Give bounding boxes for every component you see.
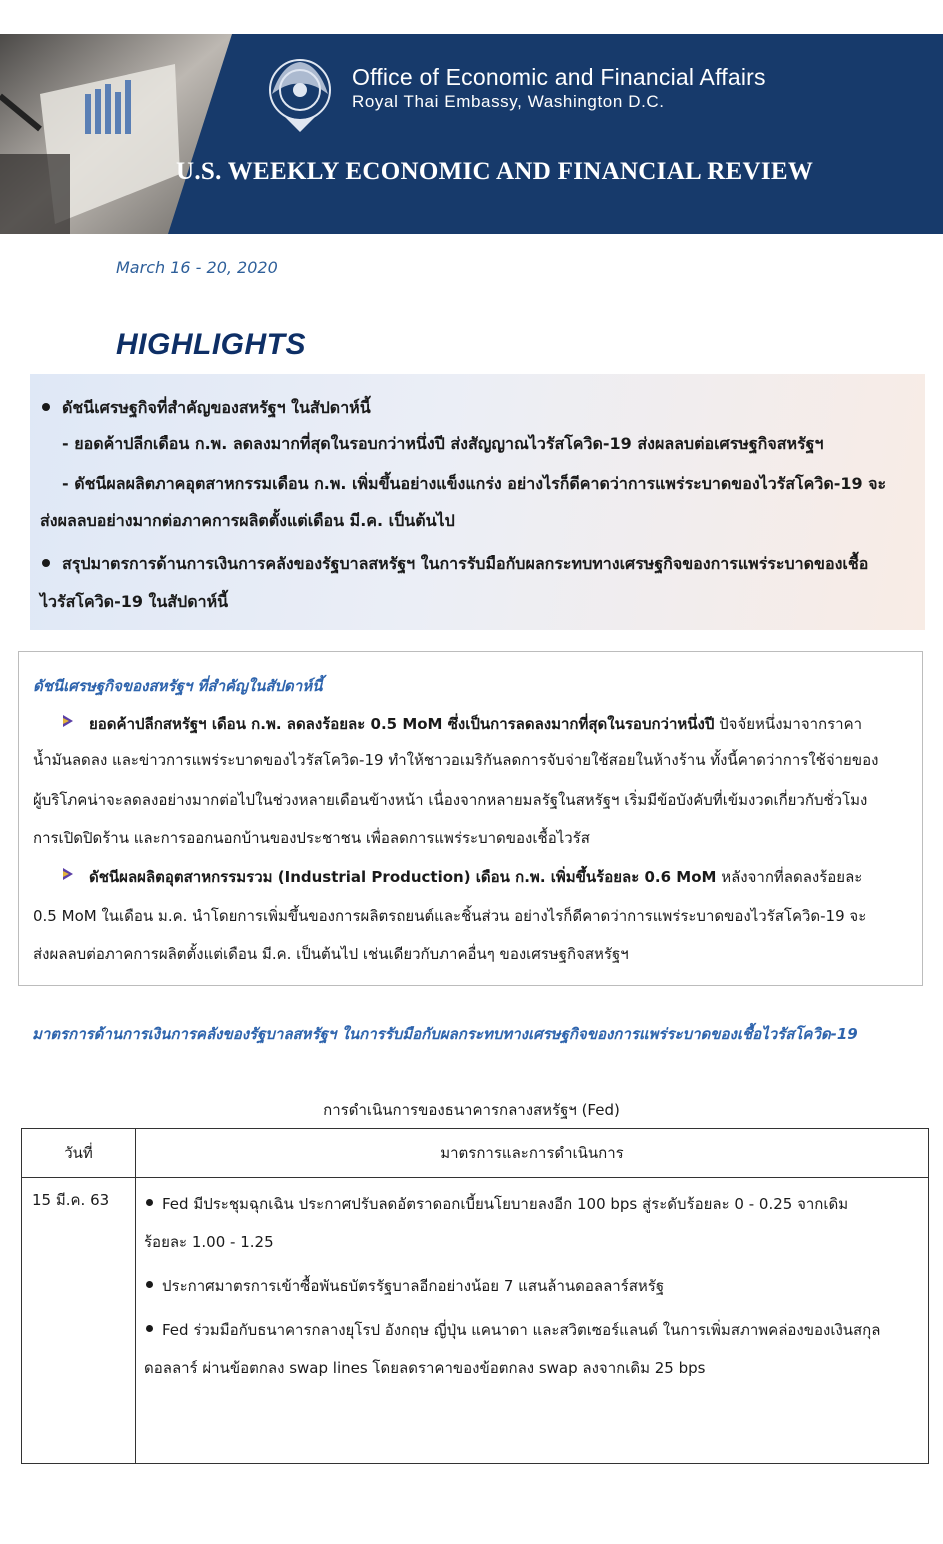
table-header-row [22,1129,929,1178]
highlight-subitem: - ดัชนีผลผลิตภาคอุตสาหกรรมเดือน ก.พ. เพิ่มขึ้นอย่างแข็งแกร่ง อย่างไรก็ดีคาดว่าการแพร่ระบาดของไวรัสโควิด-19 จะ [62,474,887,493]
column-header-date: วันที่ [22,1129,136,1178]
office-title: Office of Economic and Financial Affairs [352,64,766,90]
indicators-box [18,651,923,986]
measure-item: Fed ร่วมมือกับธนาคารกลางยุโรป อังกฤษ ญี่ปุ่น แคนาดา และสวิตเซอร์แลนด์ ในการเพิ่มสภาพคล่องของเงินสกุล [146,1318,880,1342]
bullet-icon [146,1199,153,1206]
industrial-production-lead: ดัชนีผลผลิตอุตสาหกรรมรวม (Industrial Production) เดือน ก.พ. เพิ่มขึ้นร้อยละ 0.6 MoM หลังจากที่ลดลงร้อยละ [89,868,863,886]
table-row [22,1178,929,1464]
retail-sales-text: น้ำมันลดลง และข่าวการแพร่ระบาดของไวรัสโควิด-19 ทำให้ชาวอเมริกันลดการจับจ่ายใช้สอยในห้างร้าน ทั้งนี้คาดว่าการใช้จ่ายของ [33,751,879,769]
highlight-subitem: ส่งผลลบอย่างมากต่อภาคการผลิตตั้งแต่เดือน มี.ค. เป็นต้นไป [40,511,455,530]
header-banner [0,34,943,234]
highlight-subitem: - ยอดค้าปลีกเดือน ก.พ. ลดลงมากที่สุดในรอบกว่าหนึ่งปี ส่งสัญญาณไวรัสโควิด-19 ส่งผลลบต่อเศรษฐกิจสหรัฐฯ [62,434,824,453]
indicators-heading: ดัชนีเศรษฐกิจของสหรัฐฯ ที่สำคัญในสัปดาห์นี้ [33,677,323,695]
measure-item-cont: ร้อยละ 1.00 - 1.25 [144,1233,274,1251]
row-measures [136,1178,929,1464]
office-subtitle: Royal Thai Embassy, Washington D.C. [352,92,665,111]
bullet-icon [146,1325,153,1332]
bullet-icon [146,1281,153,1288]
fed-actions-table [21,1128,929,1464]
industrial-production-text: 0.5 MoM ในเดือน ม.ค. นำโดยการเพิ่มขึ้นของการผลิตรถยนต์และชิ้นส่วน อย่างไรก็ดีคาดว่าการแพร่ระบาดของไวรัสโควิด-19 จะ [33,907,867,925]
column-header-measures: มาตรการและการดำเนินการ [136,1129,929,1178]
bullet-icon [42,403,50,411]
highlight-item: สรุปมาตรการด้านการเงินการคลังของรัฐบาลสหรัฐฯ ในการรับมือกับผลกระทบทางเศรษฐกิจของการแพร่ระบาดของเชื้อ [42,552,868,577]
highlight-item: ดัชนีเศรษฐกิจที่สำคัญของสหรัฐฯ ในสัปดาห์นี้ [42,396,371,421]
highlights-box [30,374,925,630]
date-range: March 16 - 20, 2020 [116,258,278,277]
garuda-emblem-icon [262,54,338,136]
arrow-bullet-icon [61,867,75,881]
measure-item-cont: ดอลลาร์ ผ่านข้อตกลง swap lines โดยลดราคาของข้อตกลง swap ลงจากเดิม 25 bps [144,1359,706,1377]
measures-heading: มาตรการด้านการเงินการคลังของรัฐบาลสหรัฐฯ ในการรับมือกับผลกระทบทางเศรษฐกิจของการแพร่ระบาดของเชื้อไวรัสโควิด-19 [32,1025,858,1043]
measure-item: Fed มีประชุมฉุกเฉิน ประกาศปรับลดอัตราดอกเบี้ยนโยบายลงอีก 100 bps สู่ระดับร้อยละ 0 - 0.25 จากเดิม [146,1192,848,1216]
bullet-icon [42,559,50,567]
fed-table-caption: การดำเนินการของธนาคารกลางสหรัฐฯ (Fed) [323,1101,620,1119]
review-title: U.S. WEEKLY ECONOMIC AND FINANCIAL REVIEW [176,158,814,185]
highlight-item-cont: ไวรัสโควิด-19 ในสัปดาห์นี้ [40,592,229,611]
retail-sales-lead: ยอดค้าปลีกสหรัฐฯ เดือน ก.พ. ลดลงร้อยละ 0.5 MoM ซึ่งเป็นการลดลงมากที่สุดในรอบกว่าหนึ่งปี ปัจจัยหนึ่งมาจากราคา [89,715,863,733]
arrow-bullet-icon [61,714,75,728]
retail-sales-text: ผู้บริโภคน่าจะลดลงอย่างมากต่อไปในช่วงหลายเดือนข้างหน้า เนื่องจากหลายมลรัฐในสหรัฐฯ เริ่มมีข้อบังคับที่เข้มงวดเกี่ยวกับชั่วโมง [33,791,868,809]
retail-sales-text: การเปิดปิดร้าน และการออกนอกบ้านของประชาชน เพื่อลดการแพร่ระบาดของเชื้อไวรัส [33,829,590,847]
industrial-production-text: ส่งผลลบต่อภาคการผลิตตั้งแต่เดือน มี.ค. เป็นต้นไป เช่นเดียวกับภาคอื่นๆ ของเศรษฐกิจสหรัฐฯ [33,945,629,963]
highlights-title: HIGHLIGHTS [116,328,306,361]
measure-item: ประกาศมาตรการเข้าซื้อพันธบัตรรัฐบาลอีกอย่างน้อย 7 แสนล้านดอลลาร์สหรัฐ [146,1274,664,1298]
row-date: 15 มี.ค. 63 [22,1178,136,1464]
